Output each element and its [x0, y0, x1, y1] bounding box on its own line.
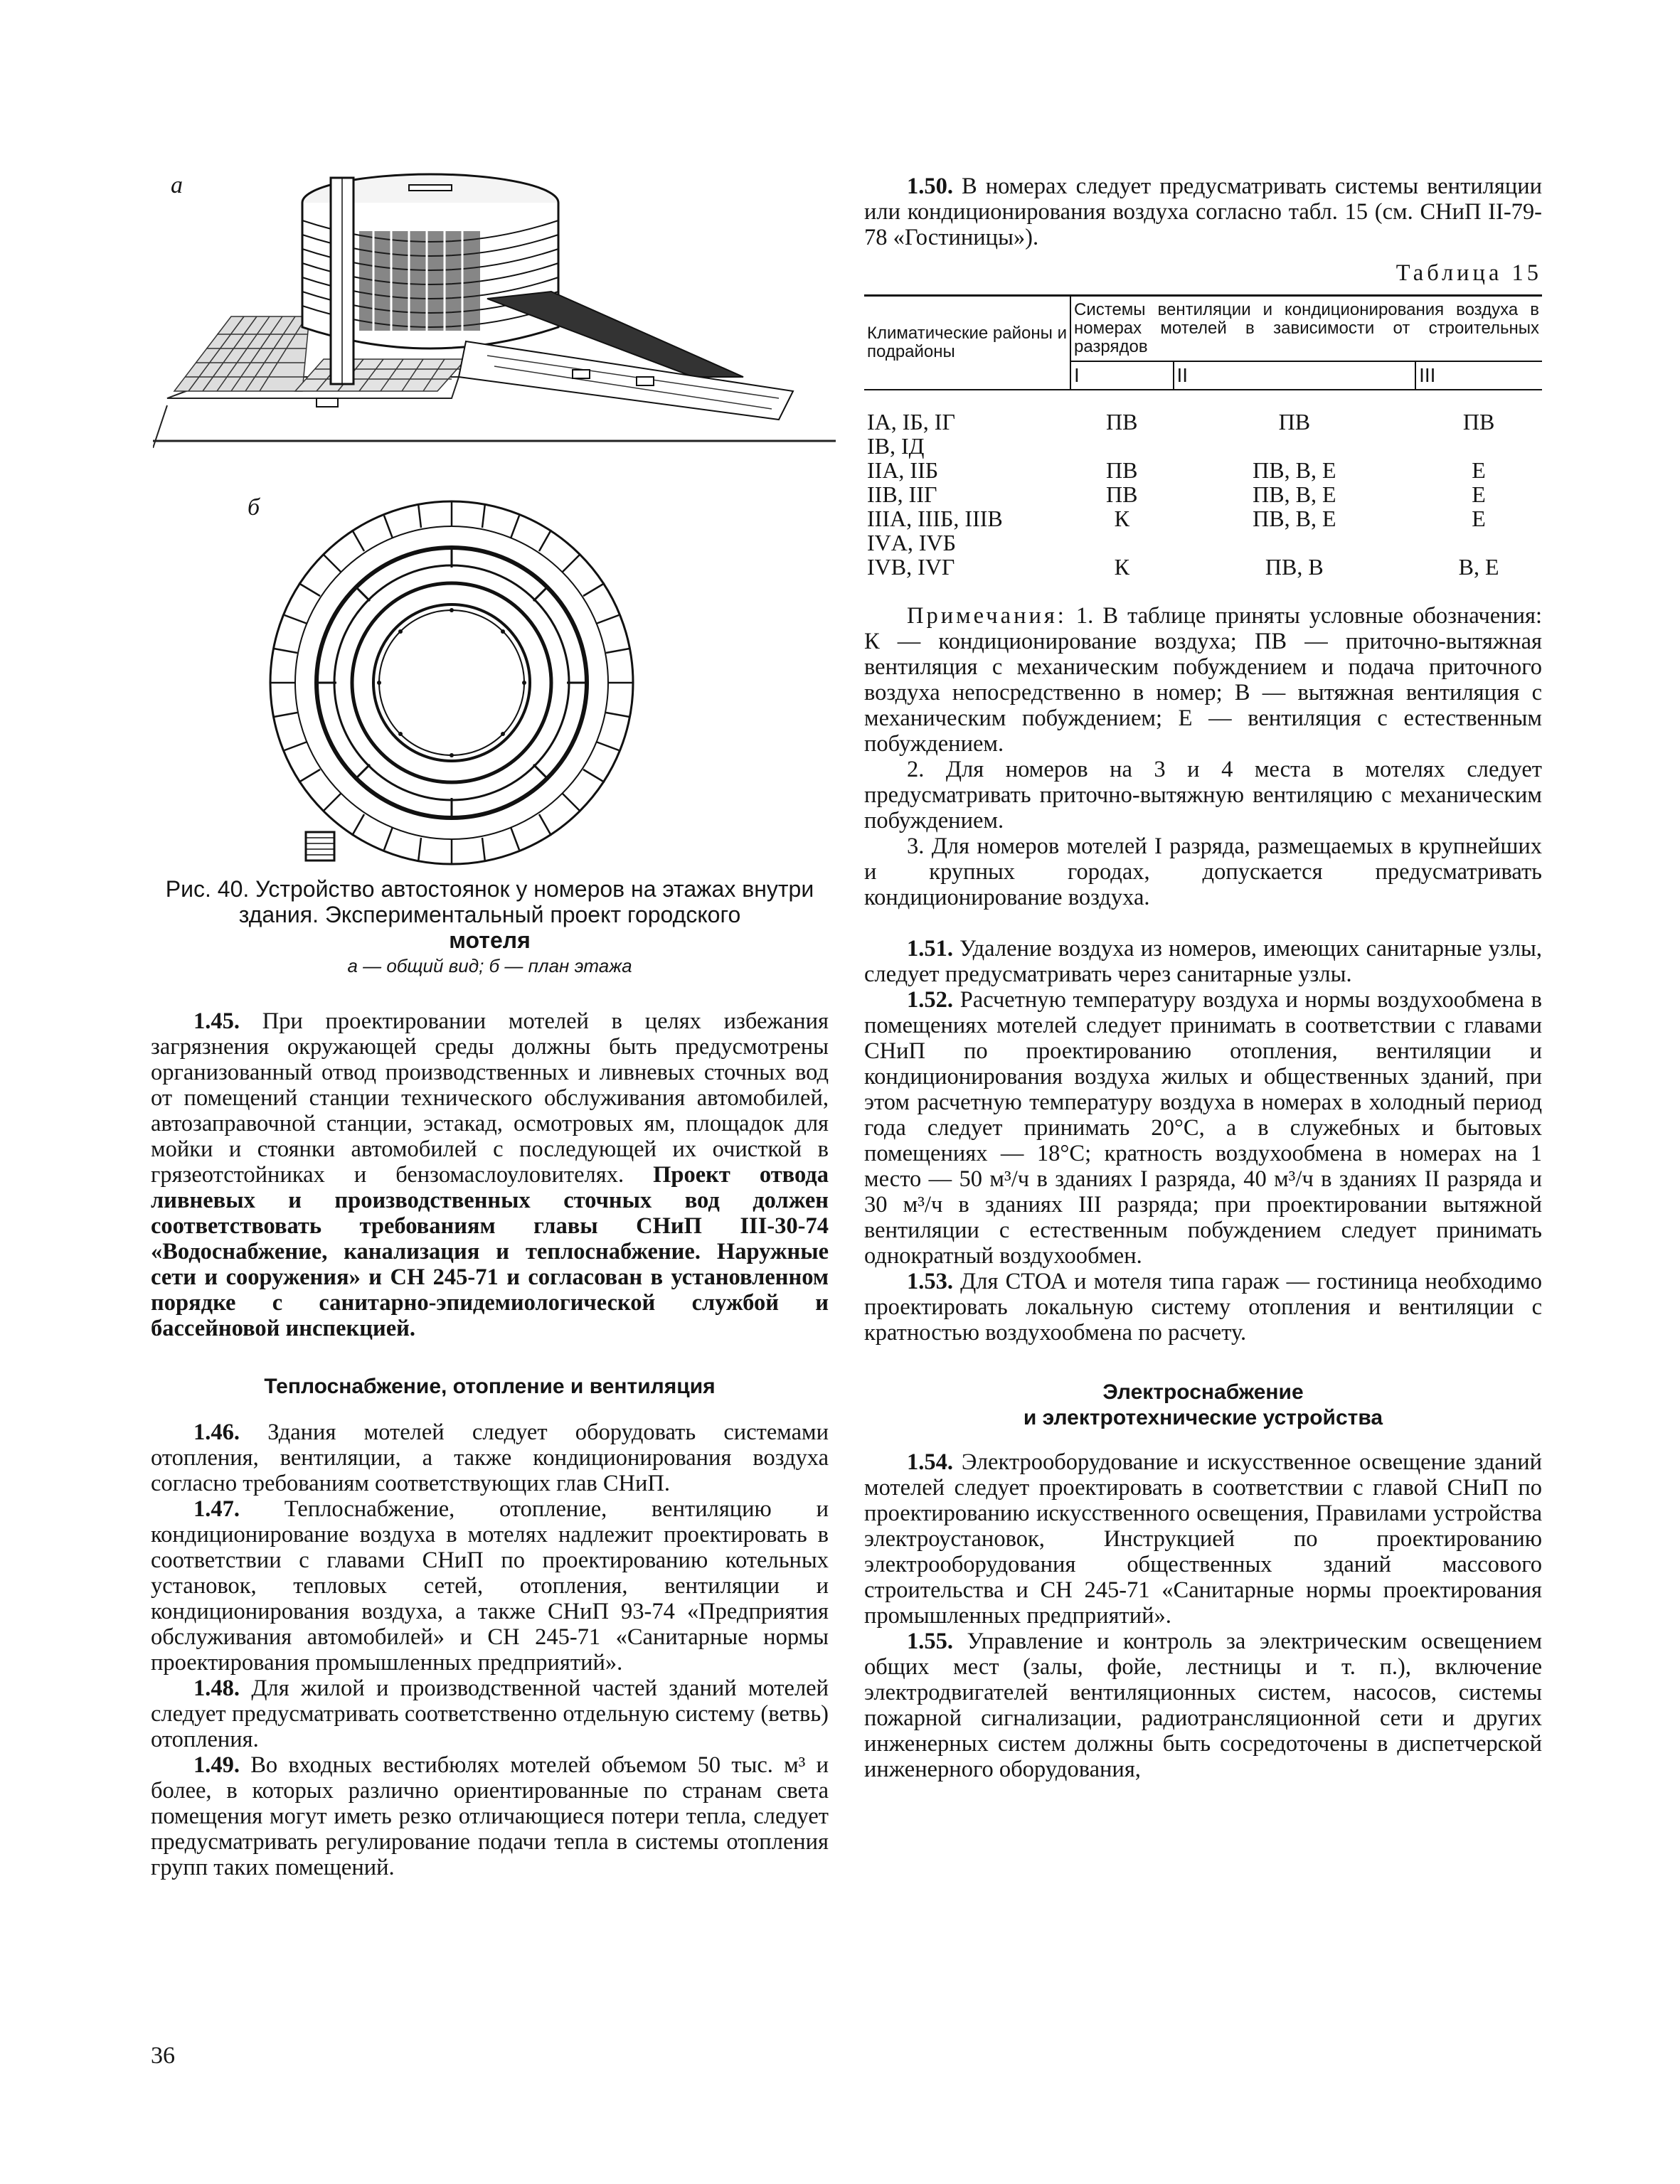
paragraph-number: 1.55. [907, 1629, 953, 1654]
paragraph-text: Расчетную температуру воздуха и нормы воздухообмена в помещениях мотелей следует принимать в соответствии с главами СНиП по проектированию отопления, вентиляции и кондиционирования воздуха жилых и общественных зданий, при этом расчетную температуру воздуха в номерах в холодный период года следует принимать 20°С, а в служебных и бытовых помещениях — 18°С; кратность воздухообмена в номерах на 1 место — 50 м³/ч в зданиях I разряда, 40 м³/ч в зданиях II разряда и 30 м³/ч в зданиях III разряда; при проектировании вытяжной вентиляции с естественным побуждением следует принимать однократный воздухообмен. [864, 987, 1543, 1269]
table-cell: К [1114, 554, 1129, 580]
paragraph-text-bold: Проект отвода ливневых и производственных сточных вод должен соответствовать требованиям главы СНиП III-30-74 «Водоснабжение, канализация и теплоснабжение. Наружные сети и сооружения» и СН 245-71 и согласован в установленном порядке с санитарно-эпидемиологической службой и бассейновой инспекцией. [151, 1162, 829, 1341]
table-cell [1070, 531, 1174, 555]
table-title: Таблица 15 [1395, 260, 1542, 286]
table-cell-region: IIIА, IIIБ, IIIВ [867, 506, 1003, 531]
right-column-top [864, 174, 1542, 1782]
paragraph-number: 1.48. [193, 1676, 240, 1701]
paragraph-number: 1.47. [193, 1496, 240, 1522]
paragraph-1-48 [151, 1676, 829, 1752]
table-header-group: Системы вентиляции и кондиционирования воздуха в номерах мотелей в зависимости от строительных разрядов [1070, 296, 1542, 362]
paragraph-number: 1.53. [907, 1269, 953, 1294]
table-cell: К [1114, 506, 1129, 531]
note-text: 1. В таблице приняты условные обозначения: К — кондиционирование воздуха; ПВ — приточно-вытяжная вентиляция с механическим побуждением и подача приточного воздуха непосредственно в номер; В — вытяжная вентиляция с механическим побуждением; Е — вентиляция с естественным побуждением. [864, 603, 1542, 757]
paragraph-1-49 [151, 1752, 829, 1880]
table-row [864, 506, 1542, 531]
paragraph-1-52 [864, 987, 1542, 1269]
paragraph-1-53 [864, 1269, 1542, 1346]
paragraph-1-46 [151, 1419, 829, 1496]
table-cell: ПВ [1106, 409, 1138, 435]
paragraph-text: Для СТОА и мотеля типа гараж — гостиница необходимо проектировать локальную систему отопления и вентиляции с кратностью воздухообмена по расчету. [864, 1269, 1542, 1346]
table-cell: ПВ, В, Е [1253, 506, 1336, 531]
figure-caption-title: мотеля [449, 927, 531, 953]
table-cell-region: IIА, IIБ [867, 457, 939, 483]
motel-perspective-drawing [153, 164, 836, 448]
table-cell [1415, 434, 1542, 458]
table-cell-region: IIВ, IIГ [867, 481, 937, 507]
table-cell [1174, 531, 1416, 555]
table-subheader-ii: II [1174, 361, 1416, 390]
table-cell-region: IVА, IVБ [867, 530, 957, 555]
paragraph-number: 1.50. [907, 174, 953, 199]
paragraph-text: Во входных вестибюлях мотелей объемом 50 тыс. м³ и более, в которых различно ориентированные по странам света помещения могут иметь резко отличающиеся потери тепла, следует предусматривать регулирование подачи тепла в системы отопления групп таких помещений. [151, 1752, 829, 1880]
table-cell [1174, 434, 1416, 458]
table-cell: ПВ, В [1265, 554, 1324, 580]
paragraph-number: 1.51. [907, 936, 953, 962]
table-cell: ПВ [1278, 409, 1311, 435]
table-note-2: 2. Для номеров на 3 и 4 места в мотелях следует предусматривать приточно-вытяжную вентиляцию с механическим побуждением. [864, 757, 1542, 833]
table-row [864, 531, 1542, 555]
paragraph-1-54 [864, 1449, 1542, 1629]
table-cell: Е [1472, 506, 1486, 531]
figure-caption-sub: а — общий вид; б — план этажа [347, 955, 632, 976]
paragraph-text: В номерах следует предусматривать системы вентиляции или кондиционирования воздуха согласно табл. 15 (см. СНиП II-79-78 «Гостиницы»). [864, 174, 1543, 250]
table-cell-region: IVВ, IVГ [867, 554, 955, 580]
figure-label-a: а [171, 172, 183, 198]
table-cell: ПВ [1106, 481, 1138, 507]
table-cell [1070, 434, 1174, 458]
table-note-3: 3. Для номеров мотелей I разряда, размещаемых в крупнейших и крупных городах, допускается предусматривать кондиционирование воздуха. [864, 833, 1542, 910]
table-cell: ПВ, В, Е [1253, 457, 1336, 483]
paragraph-text: Удаление воздуха из номеров, имеющих санитарные узлы, следует предусматривать через санитарные узлы. [864, 936, 1543, 987]
table-cell: В, Е [1458, 554, 1499, 580]
table-cell: ПВ, В, Е [1253, 481, 1336, 507]
table-row [864, 434, 1542, 458]
heading-line-2: и электротехнические устройства [1023, 1406, 1383, 1429]
paragraph-1-50 [864, 174, 1542, 250]
table-cell: Е [1472, 457, 1486, 483]
paragraph-1-55 [864, 1629, 1542, 1782]
paragraph-1-51 [864, 936, 1542, 987]
paragraph-number: 1.46. [193, 1419, 240, 1445]
heading-line-1: Электроснабжение [1102, 1380, 1304, 1404]
table-cell [1415, 531, 1542, 555]
paragraph-text: Для жилой и производственной частей зданий мотелей следует предусматривать соответственно отдельную систему (ветвь) отопления. [151, 1676, 829, 1752]
table-cell-region: IВ, IД [867, 433, 925, 459]
table-row [864, 555, 1542, 579]
table-subheader-i: I [1070, 361, 1174, 390]
paragraph-1-47 [151, 1496, 829, 1676]
paragraph-text: Теплоснабжение, отопление, вентиляцию и кондиционирование воздуха в мотелях надлежит проектировать в соответствии с главами СНиП по проектированию котельных установок, тепловых сетей, отопления, вентиляции и кондиционирования воздуха, а также СНиП 93-74 «Предприятия обслуживания автомобилей» и СН 245-71 «Санитарные нормы проектирования промышленных предприятий». [151, 1496, 829, 1676]
table-row [864, 482, 1542, 506]
paragraph-text: Управление и контроль за электрическим освещением общих мест (залы, фойе, лестницы и т. п.), включение электродвигателей вентиляционных систем, насосов, системы пожарной сигнализации, радиотрансляционной сети и других инженерных систем должны быть сосредоточены в диспетчерской инженерного оборудования, [864, 1629, 1543, 1782]
paragraph-number: 1.52. [907, 987, 953, 1013]
table-cell-region: IА, IБ, IГ [867, 409, 955, 435]
paragraph-1-45 [151, 1008, 829, 1341]
paragraph-text: При проектировании мотелей в целях избежания загрязнения окружающей среды должны быть предусмотрены организованный отвод производственных и ливневых сточных вод от помещений станции технического обслуживания автомобилей, автозаправочной станции, эстакад, осмотровых ям, площадок для мойки и стоянки автомобилей с последующей их очисткой в грязеотстойниках и бензомаслоуловителях. [151, 1008, 829, 1188]
table-cell: ПВ [1106, 457, 1138, 483]
table-row [864, 458, 1542, 482]
paragraph-text: Электрооборудование и искусственное освещение зданий мотелей следует проектировать в соответствии с главой СНиП по проектированию искусственного освещения, Правилами устройства электроустановок, Инструкцией по проектированию электрооборудования общественных зданий массового строительства и СН 245-71 «Санитарные нормы проектирования промышленных предприятий». [864, 1449, 1542, 1629]
figure-caption-text: Рис. 40. Устройство автостоянок у номеров на этажах внутри здания. Экспериментальный проект городского [165, 876, 814, 927]
ventilation-table [864, 294, 1542, 579]
table-row [864, 410, 1542, 434]
paragraph-text: Здания мотелей следует оборудовать системами отопления, вентиляции, а также кондиционирования воздуха согласно требованиям соответствующих глав СНиП. [151, 1419, 829, 1496]
motel-floor-plan [242, 498, 654, 882]
section-heading-heating: Теплоснабжение, отопление и вентиляция [264, 1375, 716, 1398]
paragraph-number: 1.54. [907, 1449, 953, 1475]
figure-label-b: б [248, 494, 260, 521]
table-note-1 [864, 603, 1542, 757]
table-header-region: Климатические районы и подрайоны [864, 296, 1070, 390]
page-number: 36 [151, 2042, 175, 2069]
left-column-text [151, 1008, 829, 1880]
paragraph-number: 1.49. [193, 1752, 240, 1778]
section-heading-electric [864, 1380, 1542, 1431]
table-cell: ПВ [1462, 409, 1495, 435]
paragraph-number: 1.45. [193, 1008, 240, 1034]
table-subheader-iii: III [1419, 364, 1436, 386]
notes-label: Примечания: [907, 603, 1067, 629]
figure-caption [151, 876, 829, 979]
table-cell: Е [1472, 481, 1486, 507]
